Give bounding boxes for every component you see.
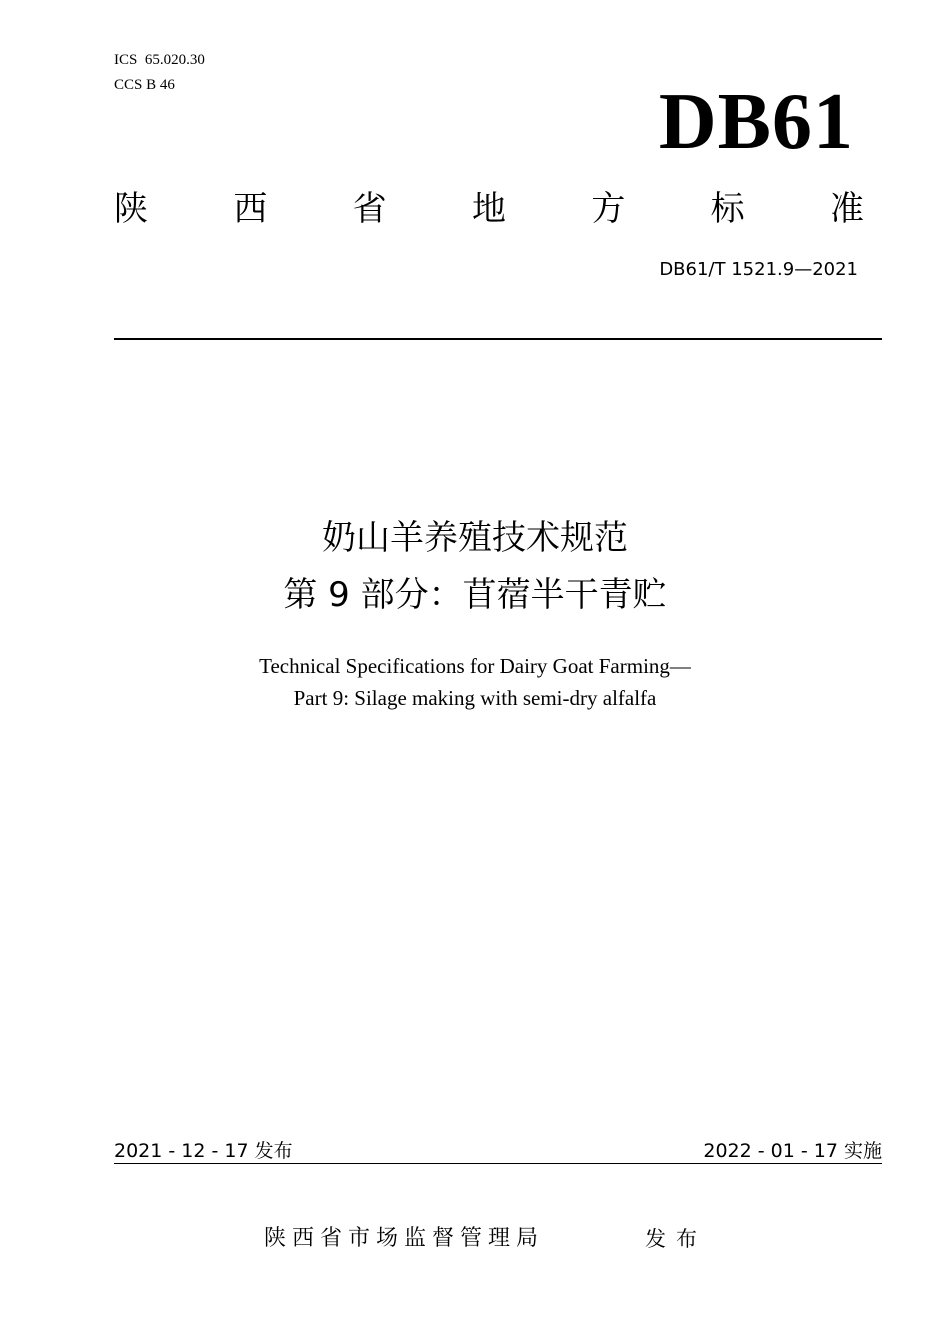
standard-type-char: 方: [591, 189, 626, 229]
classification-codes: [114, 48, 205, 98]
standard-type-char: 西: [233, 189, 268, 229]
bottom-divider: [114, 1163, 882, 1164]
standard-type-heading: [114, 186, 864, 232]
standard-number: DB61/T 1521.9—2021: [659, 259, 858, 280]
ccs-code: CCS B 46: [114, 77, 175, 93]
implementation-date: 2022 - 01 - 17 实施: [703, 1140, 882, 1162]
ics-code: ICS 65.020.30: [114, 52, 205, 68]
issuing-authority: 陕西省市场监督管理局: [264, 1226, 545, 1251]
issue-label: 发布: [645, 1227, 707, 1251]
standard-type-char: 陕: [114, 189, 148, 229]
standard-type-char: 省: [352, 189, 387, 229]
title-zh-line2: 第 9 部分：苜蓿半干青贮: [283, 575, 667, 615]
standard-type-char: 标: [710, 189, 745, 229]
title-en-line2: Part 9: Silage making with semi-dry alfalfa: [293, 686, 657, 710]
issue-date: 2021 - 12 - 17 发布: [114, 1140, 293, 1162]
title-en-line1: Technical Specifications for Dairy Goat Farming—: [259, 654, 691, 678]
standard-logo: DB61: [658, 78, 854, 166]
standard-type-char: 准: [829, 189, 864, 229]
top-divider: [114, 338, 882, 340]
title-zh-line1: 奶山羊养殖技术规范: [322, 518, 628, 558]
standard-type-char: 地: [471, 189, 506, 229]
